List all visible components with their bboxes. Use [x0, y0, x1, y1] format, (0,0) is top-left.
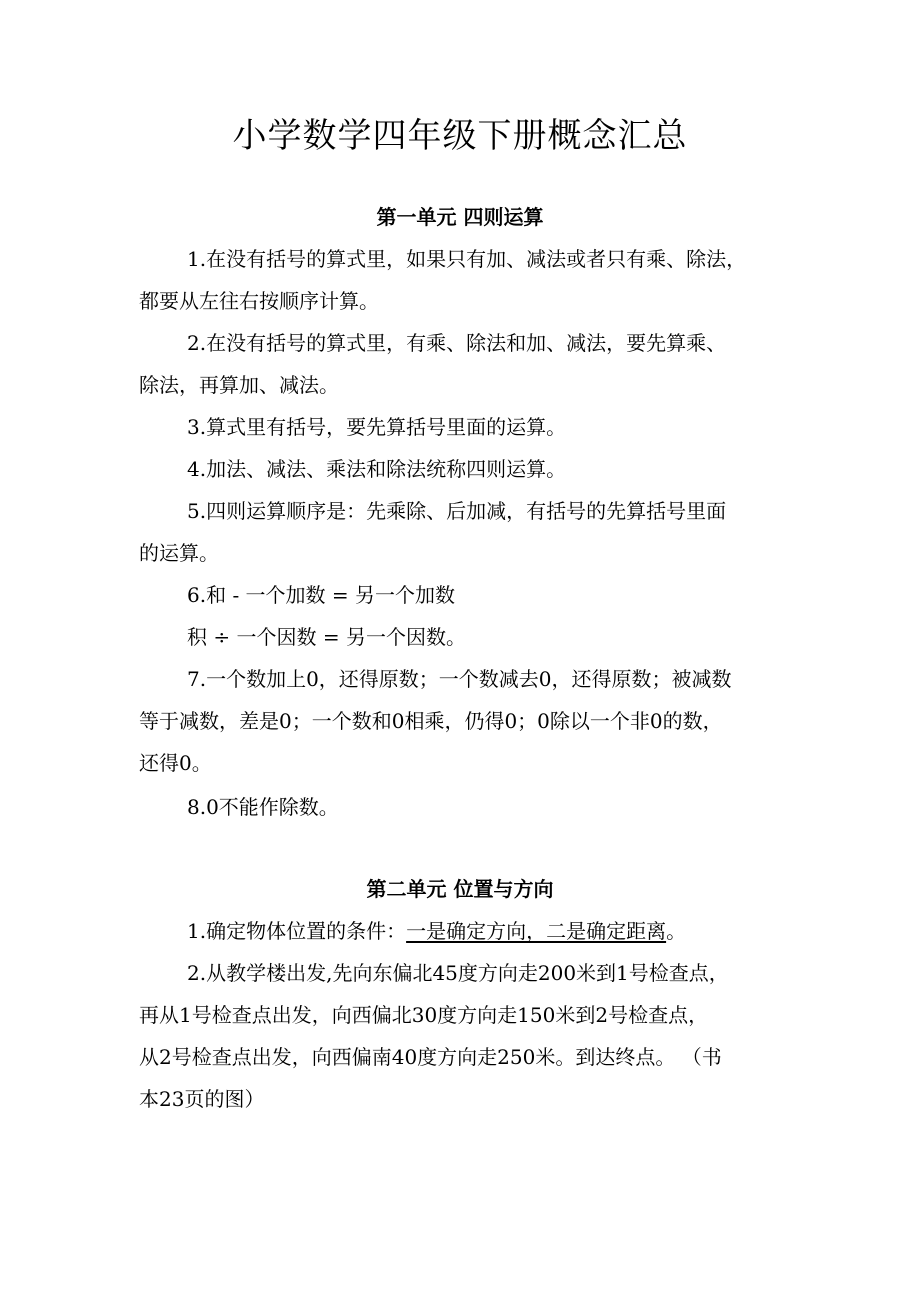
unit1-item-3: [139, 406, 789, 448]
paragraph-line: 3.算式里有括号，要先算括号里面的运算。: [187, 415, 567, 439]
paragraph-line: 除法，再算加、减法。: [139, 373, 339, 397]
paragraph-line: 等于减数，差是0；一个数和0相乘，仍得0；0除以一个非0的数，: [139, 709, 723, 733]
unit1-item-7: [139, 658, 789, 784]
unit1-item-4: [139, 448, 789, 490]
unit2-item-1: [139, 910, 789, 952]
paragraph-line: 4.加法、减法、乘法和除法统称四则运算。: [187, 457, 567, 481]
paragraph-line: 的运算。: [139, 541, 219, 565]
unit1-item-1: [139, 238, 789, 322]
item1-underlined-text: 一是确定方向，二是确定距离: [406, 919, 667, 943]
unit1-item-2: [139, 322, 789, 406]
paragraph-line: 8.0不能作除数。: [187, 795, 339, 819]
paragraph-line: 再从1号检查点出发，向西偏北30度方向走150米到2号检查点，: [139, 1003, 709, 1027]
unit1-heading: 第一单元 四则运算: [376, 205, 544, 229]
paragraph-line: 5.四则运算顺序是：先乘除、后加减，有括号的先算括号里面: [187, 499, 727, 523]
unit2-item-2: [139, 952, 789, 1120]
paragraph-line: 2.在没有括号的算式里，有乘、除法和加、减法，要先算乘、: [187, 331, 727, 355]
paragraph-line: 从2号检查点出发，向西偏南40度方向走250米。到达终点。 （书: [139, 1045, 722, 1069]
paragraph-line: 都要从左往右按顺序计算。: [139, 289, 379, 313]
unit2-heading: 第二单元 位置与方向: [366, 877, 554, 901]
document-title: 小学数学四年级下册概念汇总: [232, 116, 688, 156]
paragraph-line: 积 ÷ 一个因数 = 另一个因数。: [187, 625, 466, 649]
paragraph-line: 2.从教学楼出发,先向东偏北45度方向走200米到1号检查点，: [187, 961, 729, 985]
paragraph-line: 1.在没有括号的算式里，如果只有加、减法或者只有乘、除法，: [187, 247, 747, 271]
paragraph-line: 本23页的图）: [139, 1087, 265, 1111]
paragraph-line: 还得0。: [139, 751, 212, 775]
unit1-item-8: [139, 786, 789, 828]
item1-prefix: 1.确定物体位置的条件：: [187, 919, 407, 943]
paragraph-line: [139, 910, 789, 952]
unit1-item-6: [139, 574, 789, 658]
paragraph-line: 6.和 - 一个加数 = 另一个加数: [187, 583, 456, 607]
paragraph-line: 7.一个数加上0，还得原数；一个数减去0，还得原数；被减数: [187, 667, 732, 691]
item1-suffix: 。: [666, 919, 687, 943]
unit1-item-5: [139, 490, 789, 574]
